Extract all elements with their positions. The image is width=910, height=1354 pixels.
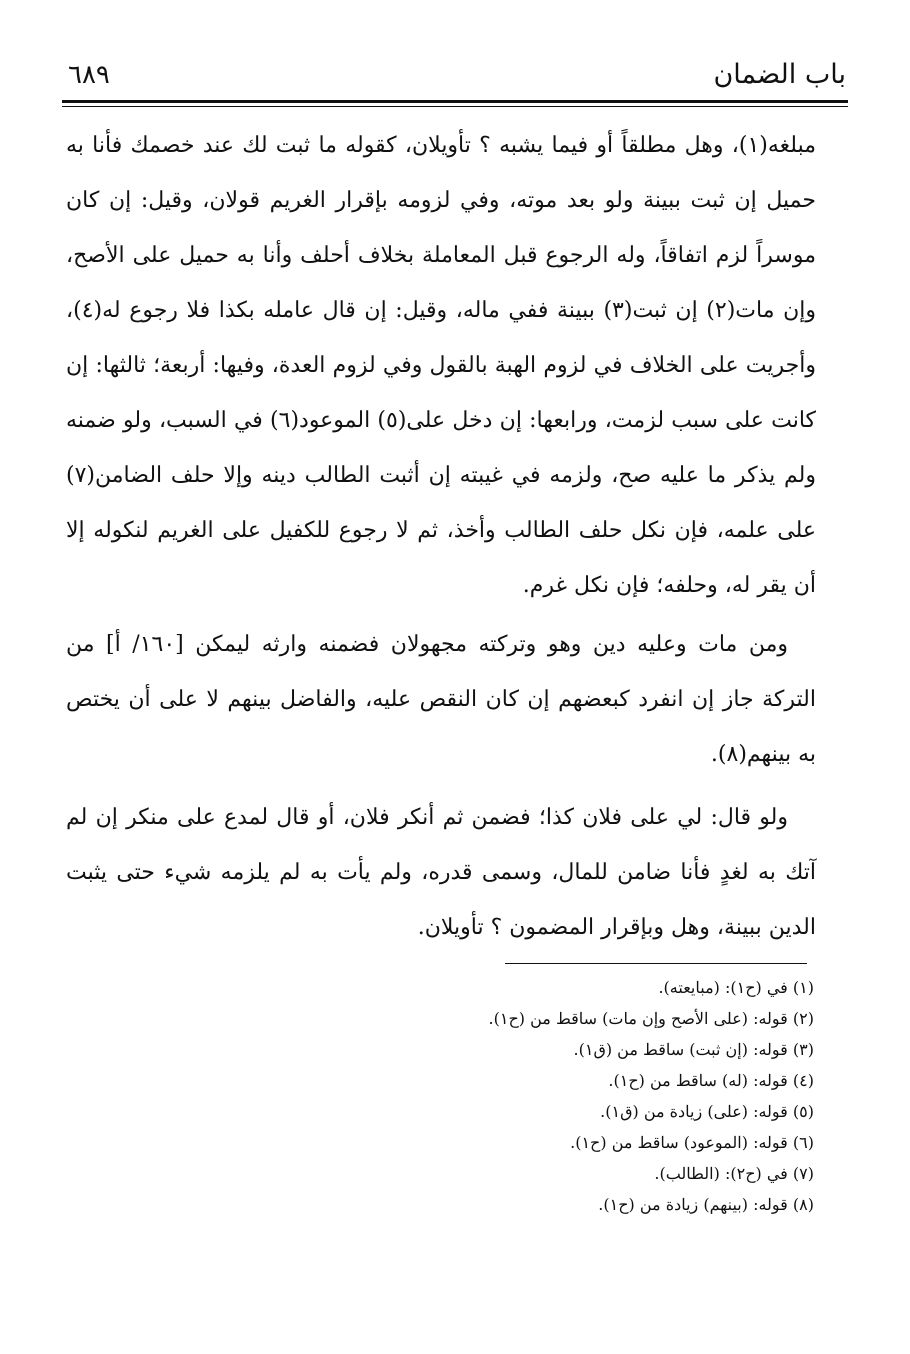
footnote-5: (٥) قوله: (على) زيادة من (ق١). bbox=[600, 1102, 814, 1121]
footnote-separator bbox=[505, 963, 807, 964]
footnote-8: (٨) قوله: (بينهم) زيادة من (ح١). bbox=[598, 1195, 814, 1214]
footnote-4: (٤) قوله: (له) ساقط من (ح١). bbox=[608, 1071, 814, 1090]
footnote-2: (٢) قوله: (على الأصح وإن مات) ساقط من (ح١). bbox=[488, 1009, 814, 1028]
chapter-title: باب الضمان bbox=[713, 59, 846, 90]
paragraph-3: ولو قال: لي على فلان كذا؛ فضمن ثم أنكر فلان، أو قال لمدع على منكر إن لم آتك به لغدٍ فأنا ضامن للمال، وسمى قدره، ولم يأت به لم يلزمه شيء حتى يثبت الدين ببينة، وهل وبإقرار المضمون ؟ تأويلان. bbox=[66, 805, 816, 940]
footnote-3: (٣) قوله: (إن ثبت) ساقط من (ق١). bbox=[573, 1040, 814, 1059]
header-rule-thick bbox=[62, 100, 848, 103]
paragraph-2: ومن مات وعليه دين وهو وتركته مجهولان فضمنه وارثه ليمكن [١٦٠/ أ] من التركة جاز إن انفرد كبعضهم إن كان النقص عليه، والفاضل بينهم لا على أن يختص به بينهم(٨). bbox=[66, 632, 816, 767]
paragraph-1: مبلغه(١)، وهل مطلقاً أو فيما يشبه ؟ تأويلان، كقوله ما ثبت لك عند خصمك فأنا به حميل إن ثبت ببينة ولو بعد موته، وفي لزومه بإقرار الغريم قولان، وقيل: إن كان موسراً لزم اتفاقاً، وله الرجوع قبل المعاملة بخلاف أحلف وأنا به حميل على الأصح، وإن مات(٢) إن ثبت(٣) ببينة ففي ماله، وقيل: إن قال عامله بكذا فلا رجوع له(٤)، وأجريت على الخلاف في لزوم الهبة بالقول وفي لزوم العدة، وفيها: أربعة؛ ثالثها: إن كانت على سبب لزمت، ورابعها: إن دخل على(٥) الموعود(٦) في السبب، ولو ضمنه ولم يذكر ما عليه صح، ولزمه في غيبته إن أثبت الطالب دينه وإلا حلف الضامن(٧) على علمه، فإن نكل حلف الطالب وأخذ، ثم لا رجوع للكفيل على الغريم لنكوله إلا أن يقر له، وحلفه؛ فإن نكل غرم. bbox=[66, 133, 816, 598]
main-text bbox=[66, 118, 816, 955]
header-rule-thin bbox=[62, 106, 848, 107]
page-header bbox=[62, 52, 848, 96]
footnote-1: (١) في (ح١): (مبايعته). bbox=[658, 978, 814, 997]
footnote-7: (٧) في (ح٢): (الطالب). bbox=[654, 1164, 814, 1183]
footnotes bbox=[394, 972, 814, 1220]
page-number: ٦٨٩ bbox=[68, 60, 110, 90]
footnote-6: (٦) قوله: (الموعود) ساقط من (ح١). bbox=[570, 1133, 814, 1152]
